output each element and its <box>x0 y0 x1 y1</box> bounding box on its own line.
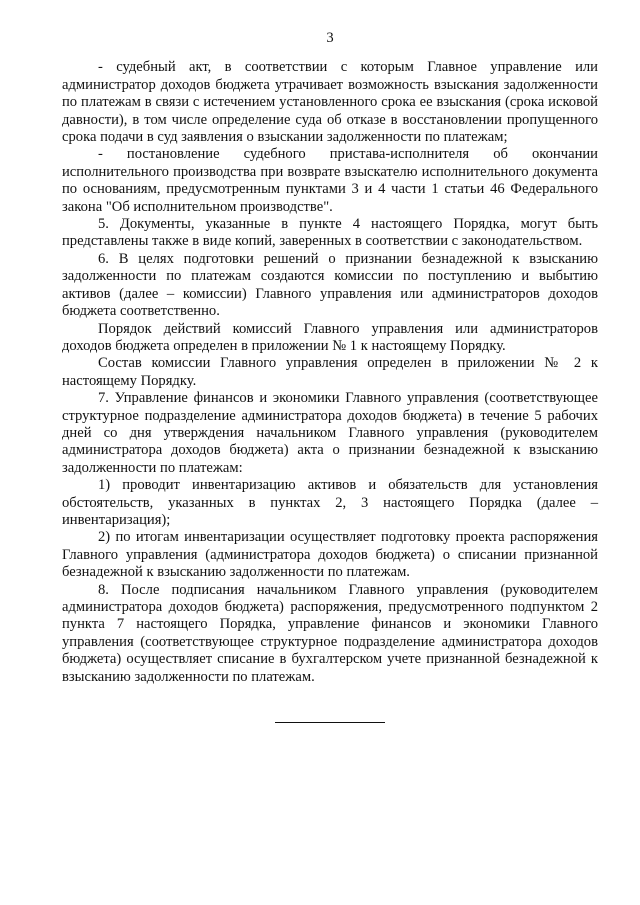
paragraph-item-8: 8. После подписания начальником Главного управления (руководителем администратора доходов бюджета) распоряжения, предусмотренного подпунктом 2 пункта 7 настоящего Порядка, управление финансов и экономики Главного управления (соответствующее структурное подразделение администратора доходов бюджета) осуществляет списание в бухгалтерском учете признанной безнадежной к взысканию задолженности по платежам. <box>62 581 598 685</box>
paragraph-bailiff-resolution: - постановление судебного пристава-исполнителя об окончании исполнительного производства при возврате взыскателю исполнительного документа по основаниям, предусмотренным пунктами 3 и 4 части 1 статьи 46 Федерального закона "Об исполнительном производстве". <box>62 146 598 215</box>
paragraph-item-7: 7. Управление финансов и экономики Главного управления (соответствующее структурное подразделение администратора доходов бюджета) в течение 5 рабочих дней со дня утверждения начальником Главного управления (руководителем администратора доходов бюджета) акта о признании безнадежной к взысканию задолженности по платежам: <box>62 390 598 476</box>
end-rule <box>275 722 385 723</box>
paragraph-commission-composition: Состав комиссии Главного управления определен в приложении № 2 к настоящему Порядку. <box>62 355 598 389</box>
paragraph-subitem-2: 2) по итогам инвентаризации осуществляет подготовку проекта распоряжения Главного управления (администратора доходов бюджета) о списании признанной безнадежной к взысканию задолженности по платежам. <box>62 529 598 581</box>
paragraph-commission-procedure: Порядок действий комиссий Главного управления или администраторов доходов бюджета определен в приложении № 1 к настоящему Порядку. <box>62 320 598 354</box>
paragraph-item-6: 6. В целях подготовки решений о признании безнадежной к взысканию задолженности по платежам создаются комиссии по поступлению и выбытию активов (далее – комиссии) Главного управления или администраторов доходов бюджета соответственно. <box>62 250 598 320</box>
paragraph-subitem-1: 1) проводит инвентаризацию активов и обязательств для установления обстоятельств, указанных в пунктах 2, 3 настоящего Порядка (далее – инвентаризация); <box>62 477 598 528</box>
paragraph-item-5: 5. Документы, указанные в пункте 4 настоящего Порядка, могут быть представлены также в виде копий, заверенных в соответствии с законодательством. <box>62 216 598 250</box>
paragraph-court-act: - судебный акт, в соответствии с которым Главное управление или администратор доходов бюджета утрачивает возможность взыскания задолженности по платежам в связи с истечением установленного срока ее взыскания (срока исковой давности), в том числе определение суда об отказе в восстановлении пропущенного срока подачи в суд заявления о взыскании задолженности по платежам; <box>62 59 598 146</box>
page-number: 3 <box>326 30 334 46</box>
